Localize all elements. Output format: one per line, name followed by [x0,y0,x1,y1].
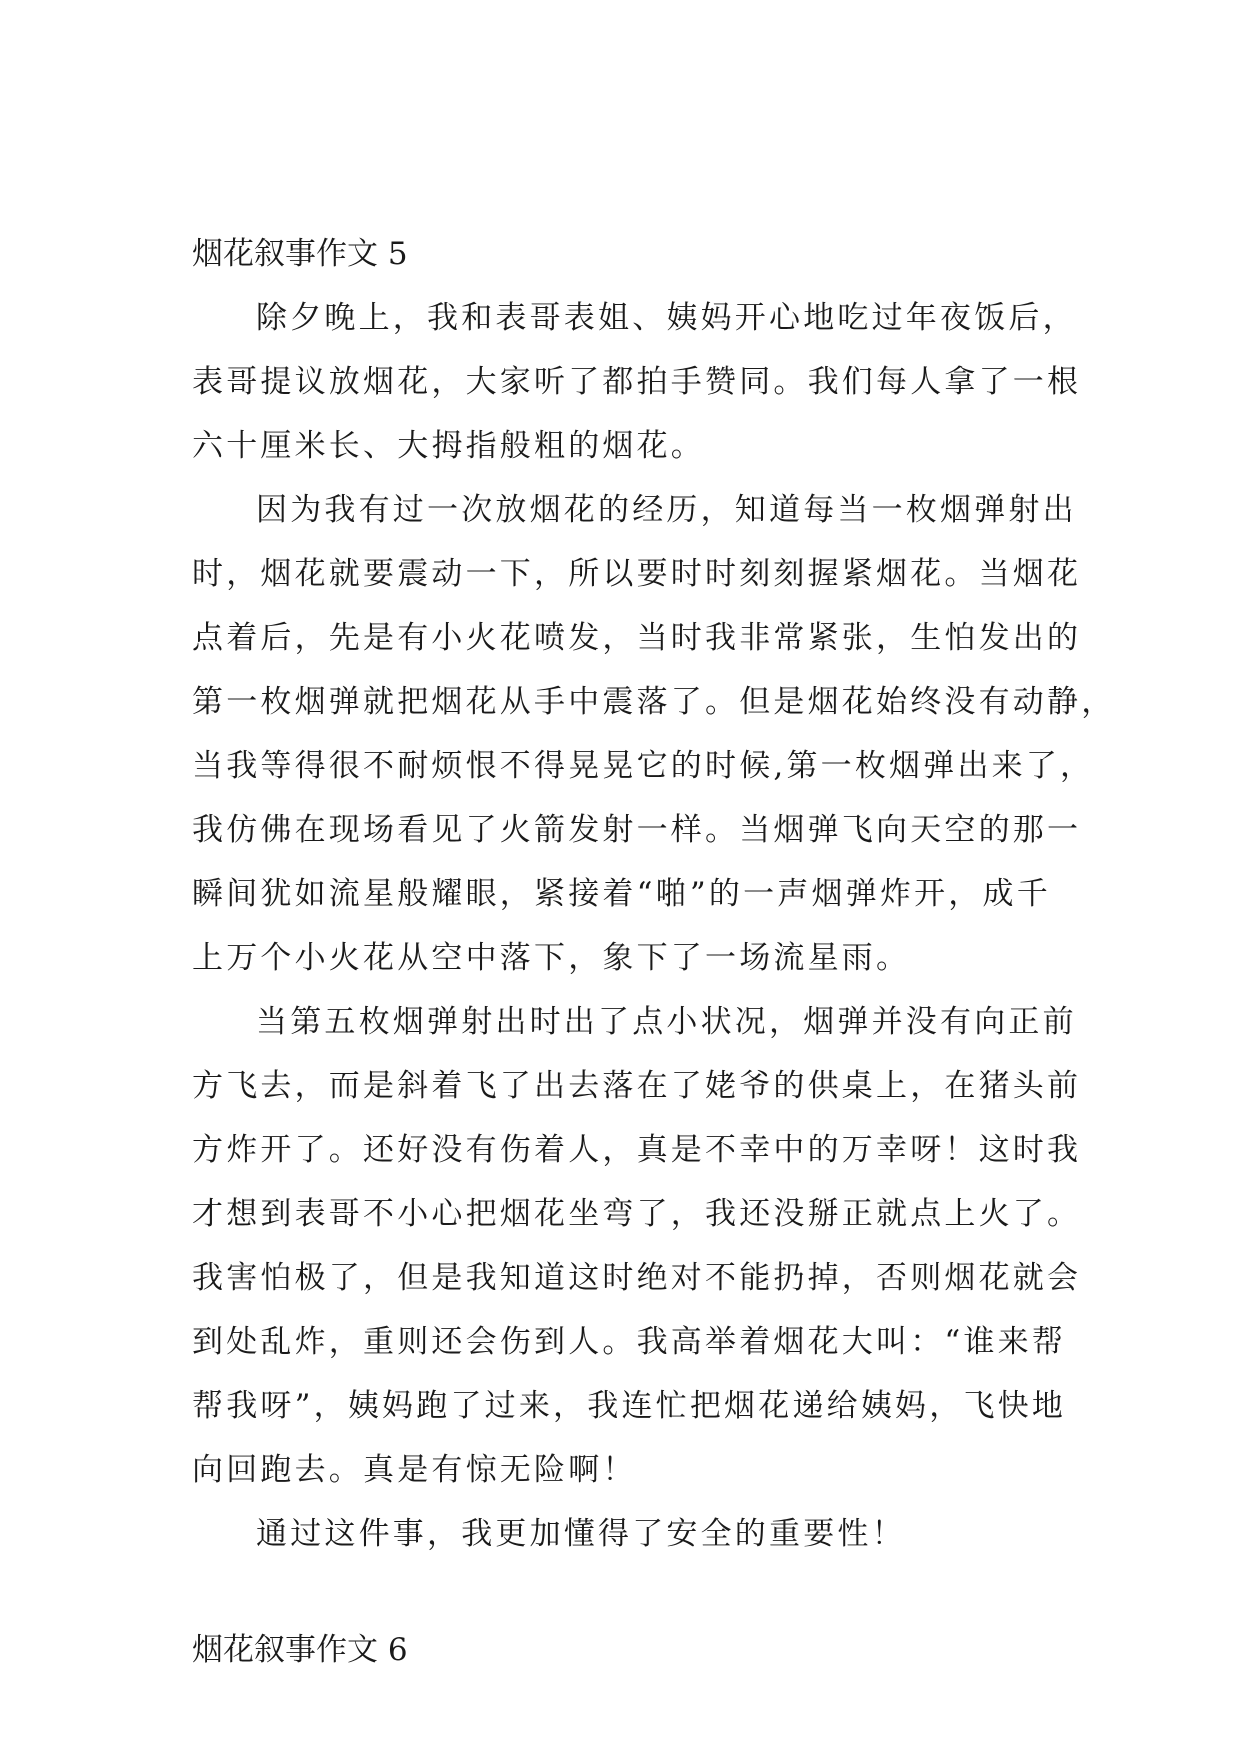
text-line: 我害怕极了，但是我知道这时绝对不能扔掉，否则烟花就会 [192,1260,1082,1296]
paragraph-4 [192,1502,1062,1566]
text-line: 向回跑去。真是有惊无险啊！ [192,1452,637,1488]
paragraph-3 [192,990,1082,1502]
text-line: 上万个小火花从空中落下，象下了一场流星雨。 [192,940,911,976]
text-line: 才想到表哥不小心把烟花坐弯了，我还没掰正就点上火了。 [192,1196,1082,1232]
text-line: 通过这件事，我更加懂得了安全的重要性！ [256,1516,906,1552]
text-line: 第一枚烟弹就把烟花从手中震落了。但是烟花始终没有动静， [192,684,1116,720]
text-line: 当第五枚烟弹射出时出了点小状况，烟弹并没有向正前 [256,1004,1077,1040]
essay-heading-6: 烟花叙事作文 6 [192,1632,408,1668]
text-line: 六十厘米长、大拇指般粗的烟花。 [192,428,705,464]
text-line: 当我等得很不耐烦恨不得晃晃它的时候,第一枚烟弹出来了， [192,748,1095,784]
paragraph-2 [192,478,1116,990]
text-line: 方飞去，而是斜着飞了出去落在了姥爷的供桌上，在猪头前 [192,1068,1082,1104]
text-line: 表哥提议放烟花，大家听了都拍手赞同。我们每人拿了一根 [192,364,1082,400]
essay-heading-5: 烟花叙事作文 5 [192,236,408,272]
text-line: 方炸开了。还好没有伤着人，真是不幸中的万幸呀！这时我 [192,1132,1082,1168]
document-body [192,222,1116,1682]
text-line: 因为我有过一次放烟花的经历，知道每当一枚烟弹射出 [256,492,1077,528]
text-line: 时，烟花就要震动一下，所以要时时刻刻握紧烟花。当烟花 [192,556,1082,592]
paragraph-1 [192,286,1082,478]
text-line: 帮我呀”，姨妈跑了过来，我连忙把烟花递给姨妈，飞快地 [192,1388,1067,1424]
text-line: 我仿佛在现场看见了火箭发射一样。当烟弹飞向天空的那一 [192,812,1082,848]
text-line: 除夕晚上，我和表哥表姐、姨妈开心地吃过年夜饭后， [256,300,1077,336]
section-spacer [192,1566,1062,1618]
text-line: 到处乱炸，重则还会伤到人。我高举着烟花大叫：“谁来帮 [192,1324,1067,1360]
text-line: 瞬间犹如流星般耀眼，紧接着“啪”的一声烟弹炸开，成千 [192,876,1051,912]
text-line: 点着后，先是有小火花喷发，当时我非常紧张，生怕发出的 [192,620,1082,656]
